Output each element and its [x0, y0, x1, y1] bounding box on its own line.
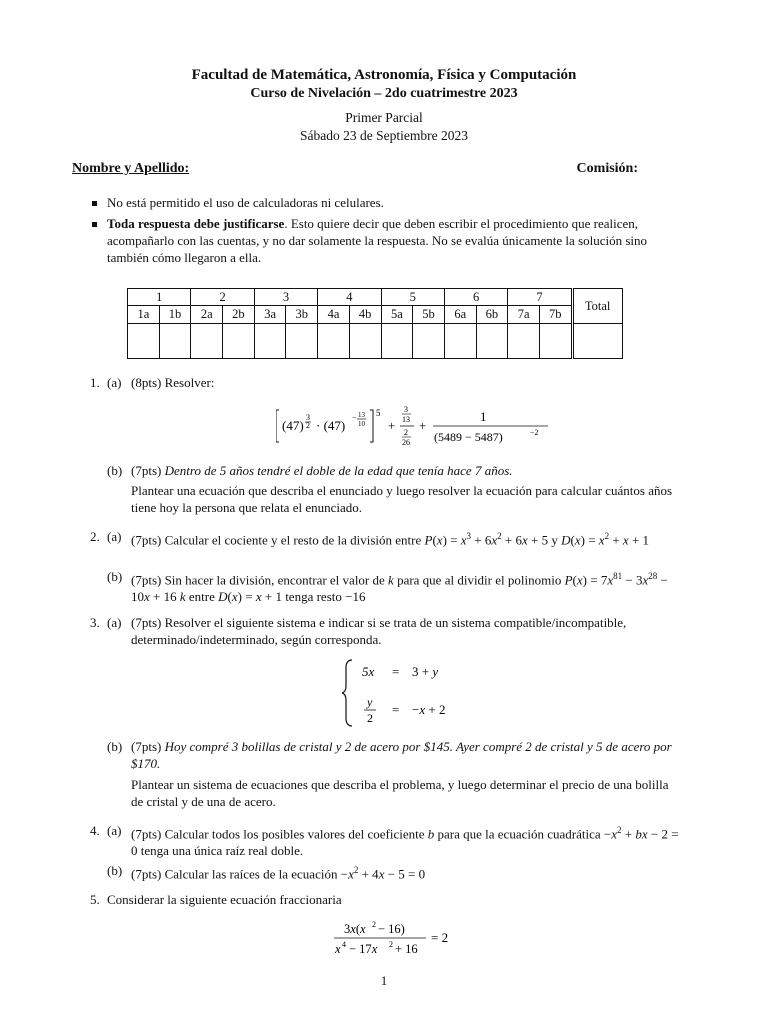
page-number: 1 [380, 973, 388, 988]
svg-text:2: 2 [389, 940, 393, 949]
grade-item-header: 2a [191, 306, 223, 324]
grade-cell[interactable] [159, 324, 191, 359]
svg-text:3: 3 [404, 405, 408, 414]
course-title: Curso de Nivelación – 2do cuatrimestre 2023 [250, 86, 518, 101]
grade-item-header: 1a [128, 306, 160, 324]
math-term: x [607, 572, 614, 588]
svg-text:+: + [388, 418, 396, 433]
math-term: P [424, 532, 433, 548]
equation-system [342, 658, 472, 728]
grade-group-header: 6 [444, 289, 507, 306]
svg-text:5x: 5x [362, 664, 375, 679]
points-label: (7pts) [131, 739, 165, 754]
rules-list [90, 194, 690, 270]
grade-cell[interactable] [254, 324, 286, 359]
grade-cell[interactable] [128, 324, 160, 359]
grade-item-header: 7b [539, 306, 572, 324]
svg-text:− 16): − 16) [378, 922, 405, 936]
grade-group-header: 4 [318, 289, 381, 306]
question-4a-text: (7pts) Calcular todos los posibles valores del coeficiente b para que la ecuación cuadrática $-x^2$ + bx − 2 = 0 tenga una única raíz real doble. [131, 825, 679, 859]
math-term: k [388, 572, 394, 588]
svg-text:10: 10 [358, 420, 365, 428]
svg-text:+: + [419, 418, 427, 433]
points-label: (7pts) [131, 463, 165, 478]
subquestion-label: (a) [107, 375, 122, 390]
svg-text:y: y [367, 695, 373, 709]
svg-text:2: 2 [306, 421, 310, 430]
math-term: 2 [353, 865, 359, 875]
math-term: x [378, 866, 385, 882]
grade-item-header: 4a [318, 306, 350, 324]
svg-text:(47): (47) [282, 418, 304, 433]
question-4b-text: (7pts) Calcular las raíces de la ecuación $-x^2 + 4x - 5 = 0$ [131, 865, 426, 882]
svg-text:− 17x: − 17x [349, 942, 378, 956]
question-2b-middle: para que al dividir el polinomio [393, 572, 565, 588]
math-term: D [218, 589, 228, 605]
subquestion-label: (a) [107, 823, 122, 838]
svg-text:−x + 2: −x + 2 [412, 702, 446, 717]
grade-group-header: 5 [381, 289, 444, 306]
question-4a-end: tenga una única raíz real doble. [137, 843, 304, 859]
grade-item-header: 1b [159, 306, 191, 324]
math-term: x [521, 532, 528, 548]
bullet-icon [92, 201, 97, 206]
svg-text:−: − [352, 413, 357, 422]
question-3a-system [342, 658, 472, 732]
math-term: x [144, 589, 150, 605]
rule-text: No está permitido el uso de calculadoras ni celulares. [107, 195, 384, 210]
svg-text:2: 2 [367, 711, 373, 725]
power-expression [276, 404, 556, 450]
svg-text:4: 4 [342, 940, 346, 949]
grade-item-header: 5a [381, 306, 413, 324]
question-4a-intro: (7pts) Calcular todos los posibles valores del coeficiente [131, 826, 428, 842]
grade-item-header: 2b [223, 306, 255, 324]
math-term: bx [635, 826, 648, 842]
math-term: x [491, 532, 498, 548]
svg-text:3 + y: 3 + y [412, 664, 439, 679]
svg-text:= 2: = 2 [431, 930, 449, 945]
grade-item-header: 6a [444, 306, 476, 324]
math-term: D [561, 532, 571, 548]
grade-cell[interactable] [318, 324, 350, 359]
question-2b-text: (7pts) Sin hacer la división, encontrar el valor de k para que al dividir el polinomio $P(x) = 7x^{81} - 3x^{28} - 10x + 16$ k entre D(x) = x + 1 tenga resto −16 [131, 571, 668, 605]
question-4b-intro: (7pts) Calcular las raíces de la ecuación [131, 866, 341, 882]
math-term: k [179, 589, 186, 605]
svg-text:x: x [335, 942, 341, 956]
question-5-text: Considerar la siguiente ecuación fraccionaria [107, 892, 342, 907]
math-term: x [576, 572, 583, 588]
svg-text:2: 2 [372, 920, 376, 929]
question-1b-text: Plantear una ecuación que describa el enunciado y luego resolver la ecuación para calcular cuántos años tiene hoy la persona que relata el enunciado. [131, 483, 673, 515]
subquestion-label: (a) [107, 529, 122, 544]
grade-item-header: 5b [413, 306, 445, 324]
subquestion-label: (b) [107, 569, 123, 584]
math-term: 3 [466, 531, 472, 541]
svg-text:3x(x: 3x(x [344, 922, 366, 936]
grade-cell[interactable] [286, 324, 318, 359]
question-4a-middle: para que la ecuación cuadrática [434, 826, 601, 842]
question-number: 2. [90, 529, 100, 544]
svg-text:2: 2 [404, 428, 408, 437]
grade-cell[interactable] [413, 324, 445, 359]
question-1a-expression [276, 404, 556, 454]
math-term: x [574, 532, 581, 548]
question-3b-text: Plantear un sistema de ecuaciones que describa el problema, y luego determinar el precio de una bolilla de cristal y de una de acero. [131, 777, 669, 809]
question-1b-prompt [131, 462, 679, 479]
grade-cell[interactable] [381, 324, 413, 359]
math-term: 81 [613, 571, 623, 581]
math-term: x [611, 826, 618, 842]
svg-text:(5489 − 5487): (5489 − 5487) [434, 430, 503, 444]
math-term: P [564, 572, 573, 588]
grade-cell[interactable] [476, 324, 508, 359]
svg-text:26: 26 [402, 438, 410, 447]
question-2a-text: (7pts) Calcular el cociente y el resto de la división entre $P(x) = x^3 + 6x^2 + 6x + 5$ y $D(x) = x^2 + x + 1$ [131, 531, 650, 548]
svg-text:13: 13 [402, 415, 410, 424]
name-label: Nombre y Apellido: [72, 161, 190, 176]
subquestion-label: (b) [107, 863, 123, 878]
grade-group-header: 3 [254, 289, 317, 306]
rule-item [90, 215, 690, 266]
grade-group-header: 1 [128, 289, 191, 306]
math-term: 28 [648, 571, 658, 581]
grade-cell[interactable] [444, 324, 476, 359]
question-2b-intro: (7pts) Sin hacer la división, encontrar el valor de [131, 572, 389, 588]
grade-cell[interactable] [539, 324, 572, 359]
grade-item-header: 6b [476, 306, 508, 324]
svg-text:1: 1 [480, 409, 487, 424]
exam-title: Primer Parcial [345, 110, 423, 125]
grade-cell[interactable] [191, 324, 223, 359]
math-term: x [622, 532, 629, 548]
question-number: 4. [90, 823, 100, 838]
math-term: x [231, 589, 238, 605]
comision-label: Comisión: [576, 161, 638, 176]
question-5-equation [332, 918, 462, 966]
subquestion-label: (a) [107, 615, 122, 630]
math-term: x [255, 589, 262, 605]
svg-text:−2: −2 [530, 428, 539, 437]
math-term: x [598, 532, 605, 548]
grade-table [127, 288, 623, 359]
grade-total-cell[interactable] [572, 324, 622, 359]
svg-text:3: 3 [306, 413, 310, 422]
svg-text:=: = [392, 664, 400, 679]
faculty-title: Facultad de Matemática, Astronomía, Física y Computación [191, 67, 577, 83]
grade-total-header: Total [572, 289, 622, 324]
svg-text:13: 13 [358, 411, 365, 419]
svg-text:=: = [392, 702, 400, 717]
grade-group-header: 2 [191, 289, 254, 306]
rule-bold-text: Toda respuesta debe justificarse [107, 216, 285, 231]
question-number: 1. [90, 375, 100, 390]
svg-text:5: 5 [376, 408, 381, 418]
question-1b-statement: Dentro de 5 años tendré el doble de la edad que tenía hace 7 años. [164, 463, 513, 478]
question-number: 3. [90, 615, 100, 630]
rule-item [90, 194, 690, 211]
grade-item-header: 3b [286, 306, 318, 324]
grade-item-header: 7a [508, 306, 540, 324]
math-term: x [642, 572, 649, 588]
svg-text:+ 16: + 16 [395, 942, 418, 956]
math-term: b [427, 826, 435, 842]
grade-item-header: 4b [349, 306, 381, 324]
grade-group-header: 7 [508, 289, 572, 306]
subquestion-label: (b) [107, 463, 123, 478]
math-term: 2 [617, 825, 622, 835]
question-3a-text: (7pts) Resolver el siguiente sistema e indicar si se trata de un sistema compatible/incompatible, determinado/indeterminado, según corresponda. [131, 615, 627, 647]
math-term: x [460, 532, 467, 548]
fraction-equation [332, 918, 462, 962]
question-3b-statement: Hoy compré 3 bolillas de cristal y 2 de acero por $145. Ayer compré 2 de cristal y 5 de acero por $170. [131, 739, 672, 771]
question-3b-prompt [131, 738, 679, 772]
math-term: x [436, 532, 443, 548]
bullet-icon [92, 222, 97, 227]
question-number: 5. [90, 892, 100, 907]
math-term: 2 [604, 531, 610, 541]
math-term: 2 [497, 531, 502, 541]
svg-text:· (47): · (47) [316, 418, 346, 433]
grade-cell[interactable] [223, 324, 255, 359]
subquestion-label: (b) [107, 739, 123, 754]
rule-text: . Esto quiere decir que deben escribir el procedimiento que realicen, acompañarlo con las cuentas, y no dar solamente la respuesta. No se evalúa únicamente la solución sino también cómo llegaron a ella. [107, 216, 648, 265]
question-2a-intro: (7pts) Calcular el cociente y el resto de la división entre [131, 532, 425, 548]
math-term: x [348, 866, 354, 882]
grade-cell[interactable] [349, 324, 381, 359]
question-1a-text: (8pts) Resolver: [131, 375, 215, 390]
exam-date: Sábado 23 de Septiembre 2023 [300, 128, 468, 143]
grade-item-header: 3a [254, 306, 286, 324]
grade-cell[interactable] [508, 324, 540, 359]
